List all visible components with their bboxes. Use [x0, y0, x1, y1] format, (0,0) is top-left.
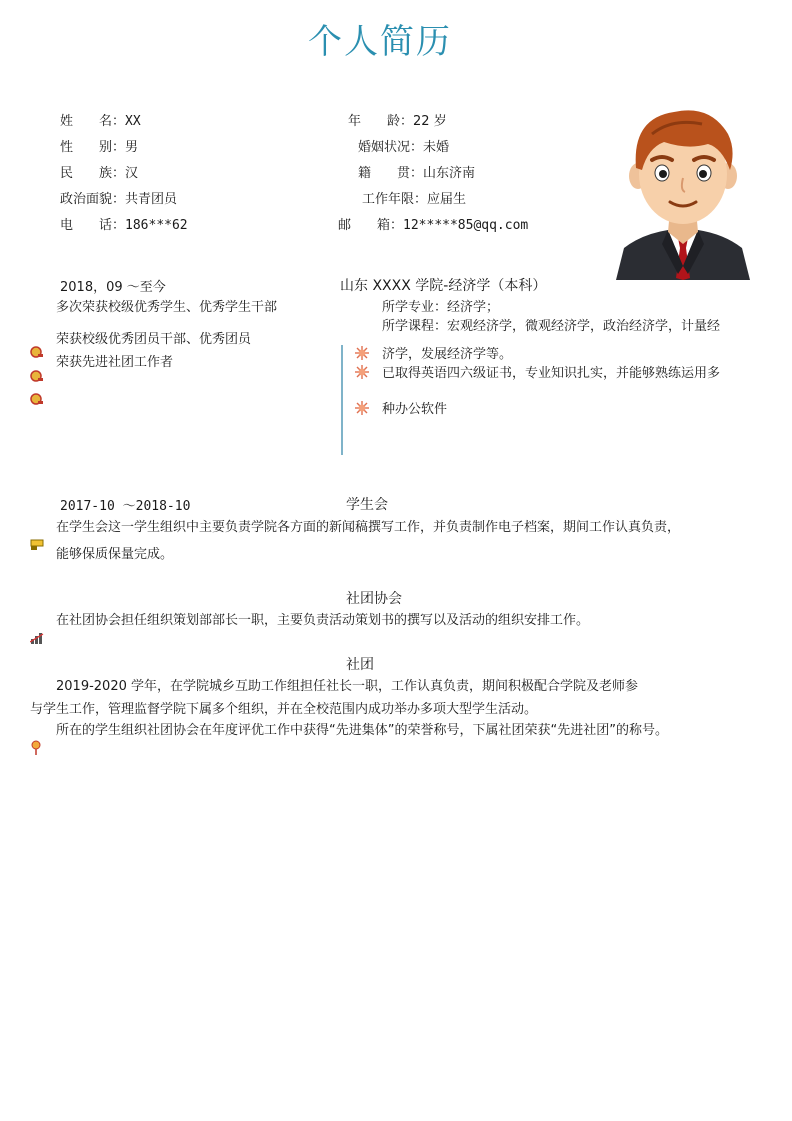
- major: 所学专业：经济学；: [382, 300, 500, 315]
- org-3-title: 社团: [346, 657, 374, 673]
- courses-line-2: 济学，发展经济学等。: [382, 347, 513, 362]
- ethnicity-value: 汉: [125, 166, 139, 181]
- gender-row: [60, 136, 138, 155]
- phone-row: [60, 214, 188, 233]
- origin-label: 籍 贯：: [358, 166, 424, 181]
- years-label: 工作年限：: [362, 192, 428, 207]
- org-3-line-1: 2019-2020 学年，在学院城乡互助工作组担任社长一职，工作认真负责，期间积极配合学院及老师参: [56, 679, 638, 694]
- email-value: 12*****85@qq.com: [403, 218, 529, 233]
- section-divider: [341, 345, 343, 455]
- age-label: 年 龄：: [348, 114, 414, 129]
- org-2-line-1: 在社团协会担任组织策划部部长一职，主要负责活动策划书的撰写以及活动的组织安排工作。: [56, 613, 590, 628]
- marital-label: 婚姻状况：: [358, 140, 424, 155]
- age-row: [348, 110, 447, 129]
- marital-row: [358, 136, 449, 155]
- name-row: [60, 110, 141, 129]
- org-1-line-2: 能够保质保量完成。: [56, 547, 174, 562]
- org-1-line-1: 在学生会这一学生组织中主要负责学院各方面的新闻稿撰写工作，并负责制作电子档案，期间工作认真负责，: [56, 520, 681, 535]
- pencil-icon: [30, 538, 45, 552]
- avatar: [612, 98, 754, 280]
- sun-bullet-icon: [355, 346, 369, 360]
- courses-line-1: 所学课程：宏观经济学，微观经济学，政治经济学，计量经: [382, 319, 721, 334]
- years-value: 应届生: [427, 192, 467, 207]
- sun-bullet-icon: [355, 401, 369, 415]
- honor-2: 荣获校级优秀团员干部、优秀团员: [56, 332, 252, 347]
- org-2-title: 社团协会: [346, 591, 402, 607]
- org-3-line-2: 与学生工作，管理监督学院下属多个组织，并在全校范围内成功举办多项大型学生活动。: [30, 702, 538, 717]
- gender-value: 男: [125, 140, 139, 155]
- origin-row: [358, 162, 475, 181]
- award-icon: [30, 346, 44, 358]
- sun-bullet-icon: [355, 365, 369, 379]
- name-label: 姓 名：: [60, 114, 126, 129]
- honor-1: 多次荣获校级优秀学生、优秀学生干部: [56, 300, 278, 315]
- political-value: 共青团员: [125, 192, 178, 207]
- pin-icon: [30, 740, 42, 756]
- political-row: [60, 188, 177, 207]
- gender-label: 性 别：: [60, 140, 126, 155]
- experience-period: 2017-10 ～2018-10: [60, 499, 191, 514]
- skill-line-2: 种办公软件: [382, 402, 448, 417]
- page-title: 个人简历: [308, 22, 452, 62]
- ethnicity-label: 民 族：: [60, 166, 126, 181]
- org-1-title: 学生会: [346, 497, 388, 513]
- political-label: 政治面貌：: [60, 192, 126, 207]
- chart-icon: [30, 632, 45, 644]
- origin-value: 山东济南: [423, 166, 476, 181]
- award-icon: [30, 370, 44, 382]
- ethnicity-row: [60, 162, 138, 181]
- email-label: 邮 箱：: [338, 218, 404, 233]
- name-value: XX: [125, 114, 141, 129]
- phone-value: 186***62: [125, 218, 188, 233]
- honor-3: 荣获先进社团工作者: [56, 355, 174, 370]
- years-row: [362, 188, 466, 207]
- education-period: 2018，09 ～至今: [60, 280, 166, 295]
- marital-value: 未婚: [423, 140, 450, 155]
- age-value: 22 岁: [413, 114, 447, 129]
- award-icon: [30, 393, 44, 405]
- email-row: [338, 214, 528, 233]
- phone-label: 电 话：: [60, 218, 126, 233]
- skill-line-1: 已取得英语四六级证书，专业知识扎实，并能够熟练运用多: [382, 366, 721, 381]
- education-school: 山东 XXXX 学院-经济学（本科）: [340, 278, 547, 294]
- org-3-line-3: 所在的学生组织社团协会在年度评优工作中获得“先进集体”的荣誉称号，下属社团荣获“先进社团”的称号。: [56, 723, 668, 738]
